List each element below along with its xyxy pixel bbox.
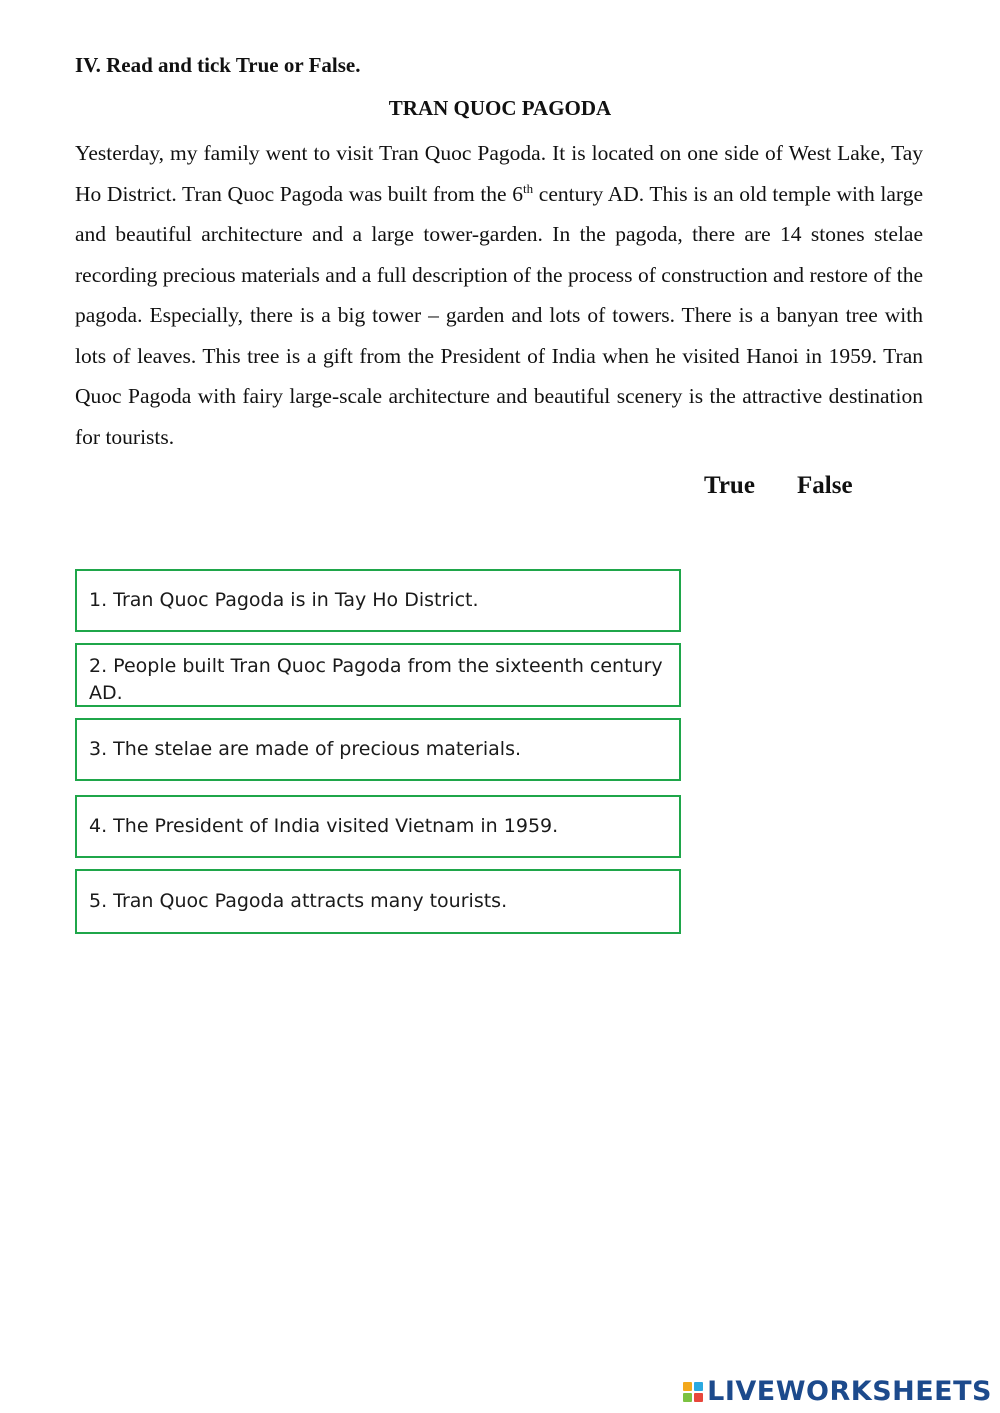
liveworksheets-logo-icon (683, 1382, 703, 1402)
exercise-heading: IV. Read and tick True or False. (75, 53, 361, 77)
reading-passage (75, 133, 923, 457)
passage-superscript: th (523, 180, 534, 196)
statement-2: 2. People built Tran Quoc Pagoda from the sixteenth century AD. (75, 643, 681, 707)
passage-text-part2: century AD. This is an old temple with large and beautiful architecture and a large tower-garden. In the pagoda, there are 14 stones stelae recording precious materials and a full description of the process of construction and restore of the pagoda. Especially, there is a big tower – garden and lots of towers. There is a banyan tree with lots of leaves. This tree is a gift from the President of India when he visited Hanoi in 1959. Tran Quoc Pagoda with fairy large-scale architecture and beautiful scenery is the attractive destination for tourists. (75, 181, 923, 449)
passage-text-part1: Yesterday, my family went to visit Tran Quoc Pagoda. It is located on one side of West Lake, Tay Ho District. Tran Quoc Pagoda was built from the 6 (75, 141, 923, 206)
false-column-header: False (797, 472, 853, 499)
liveworksheets-logo[interactable] (683, 1376, 992, 1407)
statement-4: 4. The President of India visited Vietnam in 1959. (75, 795, 681, 858)
statement-1: 1. Tran Quoc Pagoda is in Tay Ho District. (75, 569, 681, 632)
passage-title: TRAN QUOC PAGODA (388, 96, 612, 120)
statement-3: 3. The stelae are made of precious materials. (75, 718, 681, 781)
true-column-header: True (704, 472, 755, 499)
logo-text: LIVEWORKSHEETS (707, 1376, 992, 1407)
statement-5: 5. Tran Quoc Pagoda attracts many tourists. (75, 869, 681, 934)
